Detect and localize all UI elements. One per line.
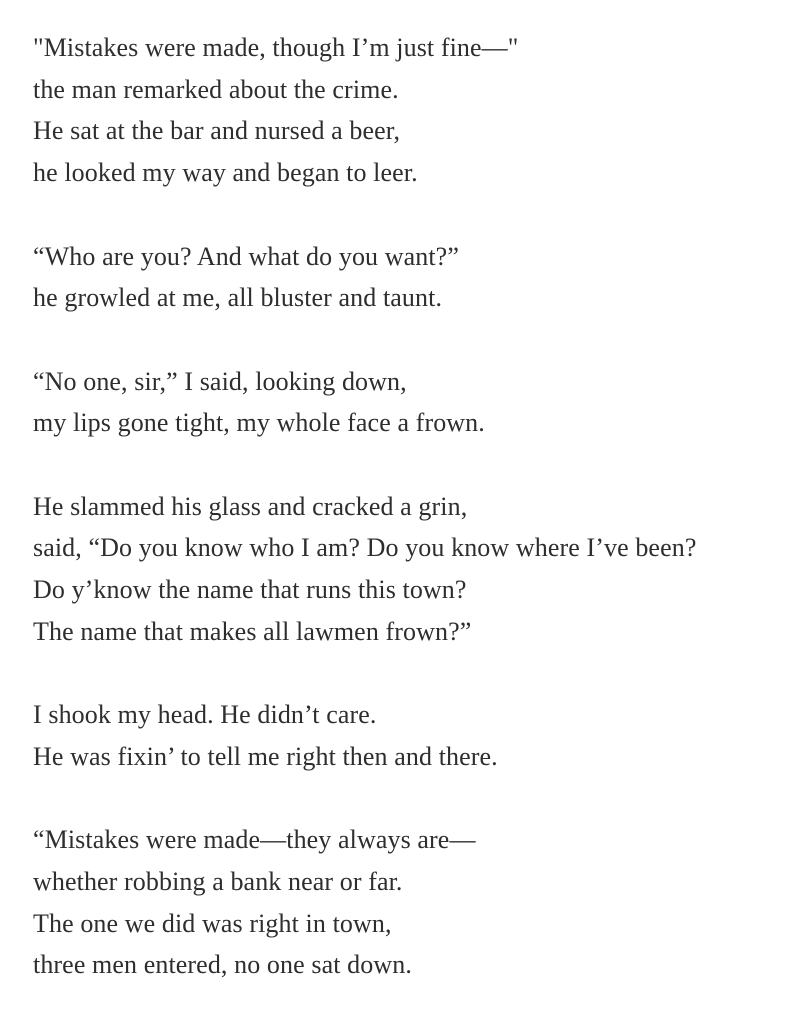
poem-line: the man remarked about the crime. <box>33 74 399 104</box>
poem-line: “Who are you? And what do you want?” <box>33 241 459 271</box>
poem-line: “No one, sir,” I said, looking down, <box>33 366 407 396</box>
stanza-1 <box>33 27 793 194</box>
poem-line: whether robbing a bank near or far. <box>33 866 403 896</box>
stanza-5 <box>33 694 793 777</box>
stanza-6 <box>33 819 793 986</box>
stanza-3 <box>33 361 793 444</box>
stanza-4 <box>33 486 793 653</box>
poem-line: He sat at the bar and nursed a beer, <box>33 116 401 146</box>
poem-line: he looked my way and began to leer. <box>33 158 418 188</box>
stanza-2 <box>33 236 793 319</box>
poem-line: The name that makes all lawmen frown?” <box>33 616 472 646</box>
poem-line: He slammed his glass and cracked a grin, <box>33 491 468 521</box>
poem-line: The one we did was right in town, <box>33 908 392 938</box>
poem-line: “Mistakes were made—they always are— <box>33 825 476 855</box>
poem-line: Do y’know the name that runs this town? <box>33 575 467 605</box>
poem-line: he growled at me, all bluster and taunt. <box>33 283 443 313</box>
poem-line: my lips gone tight, my whole face a frown. <box>33 408 485 438</box>
poem-line: said, “Do you know who I am? Do you know where I’ve been? <box>33 533 697 563</box>
poem-text <box>33 27 793 986</box>
poem-line: He was fixin’ to tell me right then and there. <box>33 741 498 771</box>
poem-line: I shook my head. He didn’t care. <box>33 700 377 730</box>
poem-line: "Mistakes were made, though I’m just fine—" <box>33 33 519 62</box>
poem-line: three men entered, no one sat down. <box>33 950 412 980</box>
